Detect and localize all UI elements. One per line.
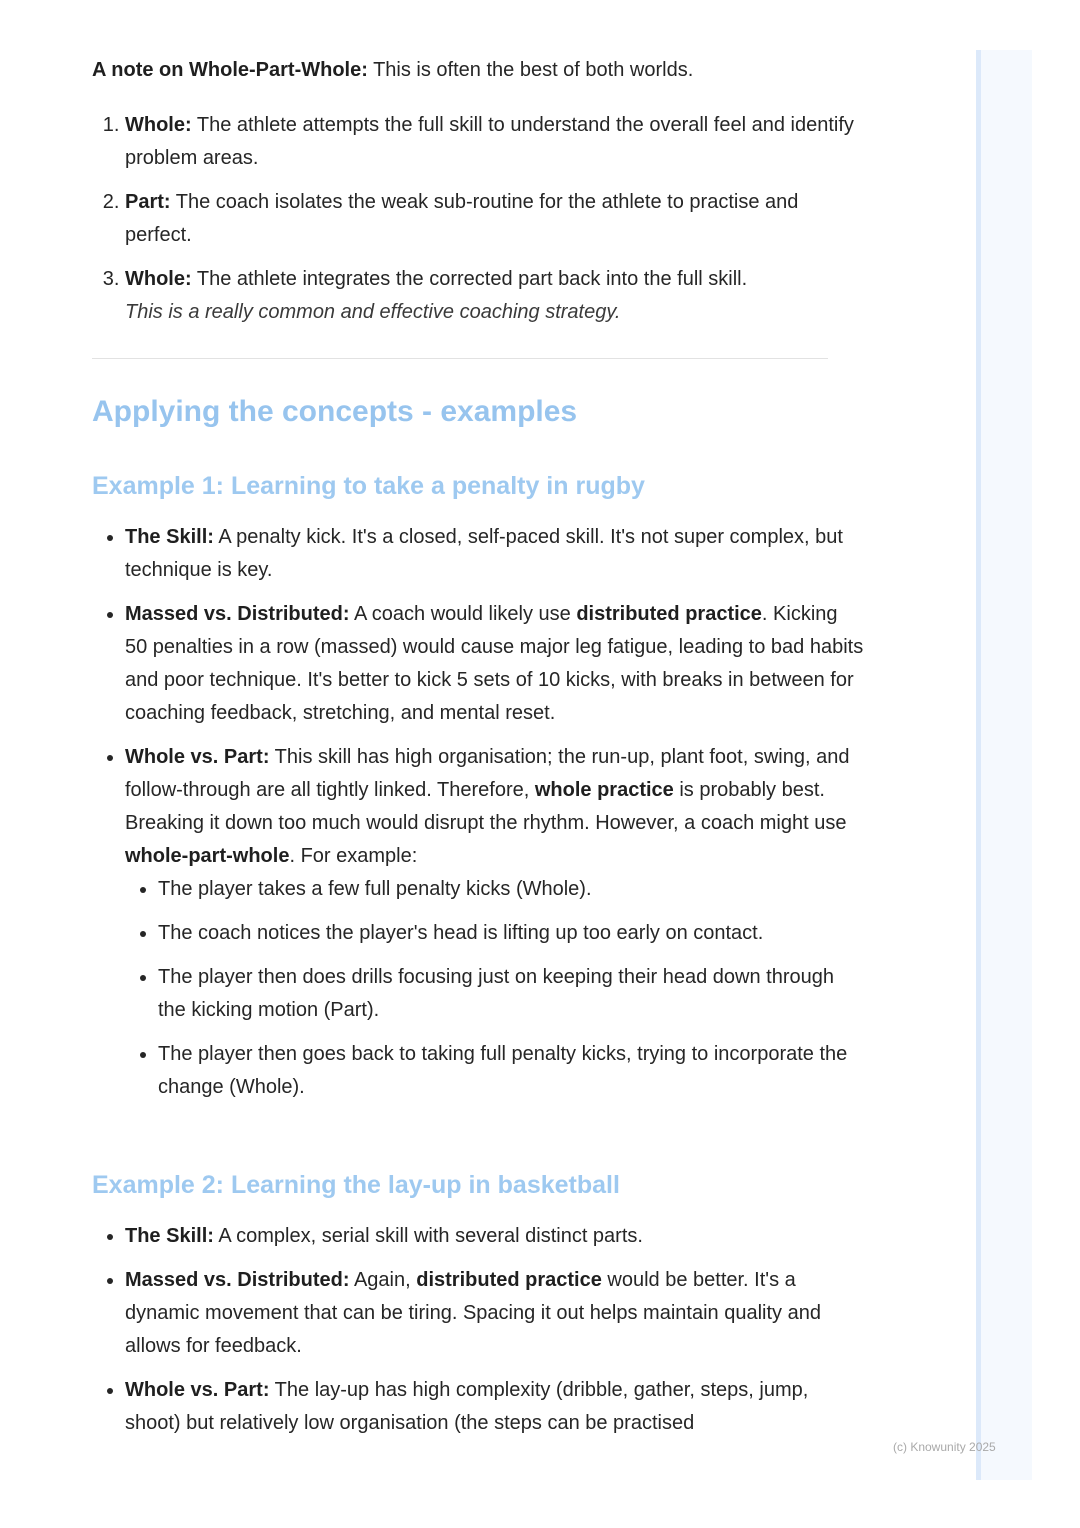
whole-part-whole-note — [92, 54, 832, 87]
right-margin-rule — [976, 50, 981, 1480]
example-1-sublist — [125, 873, 865, 1104]
example-2-title: Example 2: Learning the lay-up in basketball — [92, 1171, 620, 1199]
item-text: . Kicking 50 penalties in a row (massed) would cause major leg fatigue, leading to bad habits and poor technique. It's better to kick 5 sets of 10 kicks, with breaks in between for coaching feedback, stretching, and mental reset. — [125, 603, 864, 724]
list-item — [125, 741, 865, 1104]
item-text: A coach would likely use — [349, 603, 577, 625]
example-1-title: Example 1: Learning to take a penalty in rugby — [92, 472, 645, 500]
item-label: The Skill: — [125, 1225, 214, 1247]
step-text: The athlete integrates the corrected part back into the full skill. — [191, 268, 748, 290]
example-2-list — [92, 1220, 865, 1451]
copyright-footer: (c) Knowunity 2025 — [893, 1440, 996, 1454]
step-label: Whole: — [125, 114, 192, 136]
item-text: This skill has high organisation; the run-up, plant foot, swing, and follow-through are all tightly linked. Therefore, — [125, 746, 850, 801]
right-margin-panel — [976, 50, 1032, 1480]
note-text: This is often the best of both worlds. — [367, 59, 694, 81]
item-label: The Skill: — [125, 526, 214, 548]
item-text: would be better. It's a dynamic movement that can be tiring. Spacing it out helps maintain quality and allows for feedback. — [125, 1269, 821, 1357]
section-title: Applying the concepts - examples — [92, 395, 578, 428]
item-label: Whole vs. Part: — [125, 746, 270, 768]
item-text: . For example: — [289, 845, 418, 867]
item-text: A complex, serial skill with several distinct parts. — [213, 1225, 643, 1247]
item-text: The lay-up has high complexity (dribble, gather, steps, jump, shoot) but relatively low organisation (the steps can be practised — [125, 1379, 809, 1434]
item-emphasis: whole practice — [534, 779, 674, 801]
item-emphasis: whole-part-whole — [125, 845, 290, 867]
item-text: Again, — [349, 1269, 417, 1291]
step-item — [125, 186, 865, 252]
step-text: The coach isolates the weak sub-routine for the athlete to practise and perfect. — [125, 191, 799, 246]
item-label: Massed vs. Distributed: — [125, 1269, 350, 1291]
step-note: This is a really common and effective coaching strategy. — [125, 301, 621, 323]
sub-list-item: • The player takes a few full penalty kicks (Whole). — [158, 873, 865, 906]
list-item — [125, 521, 865, 587]
step-item — [125, 109, 865, 175]
step-label: Part: — [125, 191, 171, 213]
item-label: Whole vs. Part: — [125, 1379, 270, 1401]
item-text: is probably best. Breaking it down too much would disrupt the rhythm. However, a coach might use — [125, 779, 847, 834]
note-label: A note on Whole-Part-Whole: — [92, 59, 368, 81]
item-label: Massed vs. Distributed: — [125, 603, 350, 625]
list-item — [125, 598, 865, 730]
item-text: A penalty kick. It's a closed, self-paced skill. It's not super complex, but technique is key. — [125, 526, 843, 581]
list-item — [125, 1374, 865, 1440]
step-label: Whole: — [125, 268, 192, 290]
step-item — [125, 263, 865, 329]
sub-list-item: • The player then does drills focusing just on keeping their head down through the kicking motion (Part). — [158, 961, 865, 1027]
section-divider — [92, 358, 828, 359]
example-1-list — [92, 521, 865, 1115]
sub-list-item: • The coach notices the player's head is lifting up too early on contact. — [158, 917, 865, 950]
item-emphasis: distributed practice — [416, 1269, 602, 1291]
list-item — [125, 1264, 865, 1363]
list-item — [125, 1220, 865, 1253]
whole-part-whole-steps — [92, 109, 865, 340]
step-text: The athlete attempts the full skill to understand the overall feel and identify problem areas. — [125, 114, 854, 169]
sub-list-item: • The player then goes back to taking full penalty kicks, trying to incorporate the change (Whole). — [158, 1038, 865, 1104]
item-emphasis: distributed practice — [576, 603, 762, 625]
